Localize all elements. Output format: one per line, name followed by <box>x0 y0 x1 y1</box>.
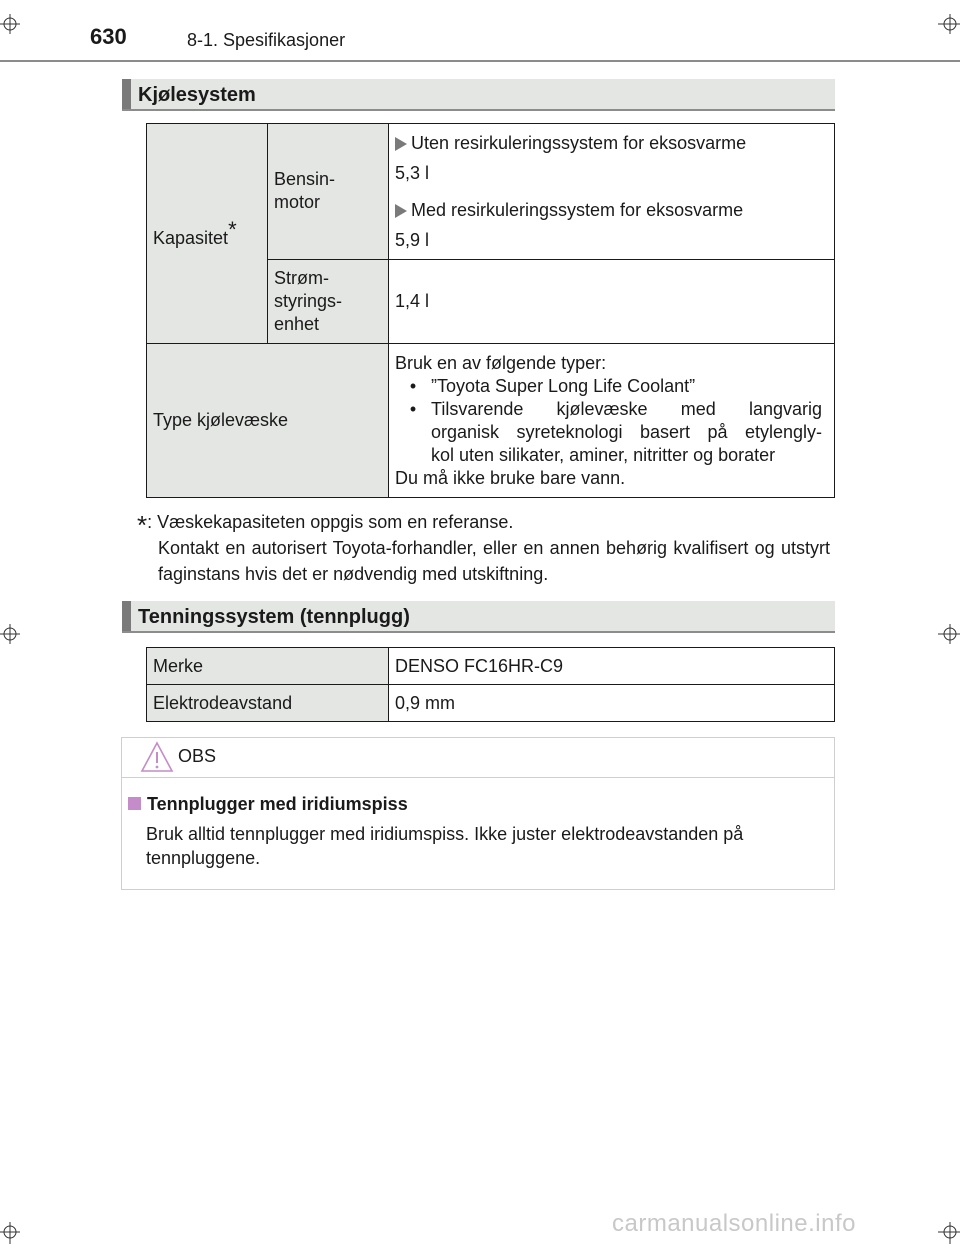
table-row <box>147 648 835 685</box>
engine-values-cell <box>389 124 835 260</box>
coolant-label: Type kjølevæske <box>147 344 389 498</box>
notice-item-title <box>128 794 408 815</box>
engine-value-1: 5,3 l <box>395 163 430 183</box>
coolant-bullet-1 <box>395 375 822 398</box>
crop-mark-bottom-left <box>0 1220 24 1244</box>
cooling-section-title: Kjølesystem <box>138 84 256 106</box>
coolant-bullet-2-line-1: Tilsvarende kjølevæske med langvarig <box>431 398 822 419</box>
notice-header <box>122 738 834 778</box>
coolant-desc-cell <box>389 344 835 498</box>
capacity-label: Kapasitet <box>153 227 229 248</box>
section-heading: 8-1. Spesifikasjoner <box>187 30 346 50</box>
notice-heading: OBS <box>178 746 217 766</box>
pcu-value: 1,4 l <box>389 260 835 344</box>
engine-label: Bensin- motor <box>268 124 389 260</box>
bullet-dot: • <box>409 375 417 396</box>
page-number: 630 <box>90 24 127 49</box>
coolant-intro: Bruk en av følgende typer: <box>395 352 607 373</box>
header-rule <box>0 60 960 62</box>
notice-item-title-text: Tennplugger med iridiumspiss <box>147 794 408 814</box>
capacity-mark: * <box>228 216 237 242</box>
spark-plug-brand-label: Merke <box>147 648 389 685</box>
coolant-note: Du må ikke bruke bare vann. <box>395 467 626 488</box>
table-row <box>147 685 835 722</box>
crop-mark-mid-right <box>934 622 960 646</box>
engine-option-2-text: Med resirkuleringssystem for eksosvarme <box>411 200 744 220</box>
crop-mark-top-right <box>934 12 960 36</box>
electrode-gap-label: Elektrodeavstand <box>147 685 389 722</box>
triangle-bullet-icon <box>395 137 407 151</box>
pcu-label: Strøm- styrings- enhet <box>268 260 389 344</box>
footnote-mark: * <box>137 510 148 540</box>
notice-box <box>121 737 835 890</box>
engine-option-2 <box>395 199 828 222</box>
coolant-bullet-2-line-3: kol uten silikater, aminer, nitritter og borater <box>431 444 776 465</box>
notice-item-text: Bruk alltid tennplugger med iridiumspiss. Ikke juster elektrodeavstanden på tennpluggene. <box>146 824 744 868</box>
cooling-section-bar <box>122 79 835 111</box>
square-bullet-icon <box>128 797 141 810</box>
crop-mark-mid-left <box>0 622 24 646</box>
engine-option-1-text: Uten resirkuleringssystem for eksosvarme <box>411 133 747 153</box>
warning-triangle-icon <box>140 741 174 773</box>
coolant-bullet-1-text: ”Toyota Super Long Life Coolant” <box>431 375 696 396</box>
cooling-table <box>146 123 835 498</box>
spark-plug-brand-value: DENSO FC16HR-C9 <box>389 648 835 685</box>
footnote-line-1: : Væskekapasiteten oppgis som en referanse. <box>147 512 514 532</box>
capacity-label-cell <box>147 124 268 344</box>
ignition-table <box>146 647 835 722</box>
crop-mark-top-left <box>0 12 24 36</box>
capacity-footnote <box>137 506 830 587</box>
footnote-line-2: Kontakt en autorisert Toyota-forhandler, eller en annen behørig kvalifisert og utstyrt faginstans hvis det er nødvendig med utskiftning. <box>158 538 830 584</box>
coolant-bullet-2-text <box>431 398 822 467</box>
coolant-bullet-2 <box>395 398 822 467</box>
engine-option-1 <box>395 132 828 155</box>
engine-value-2: 5,9 l <box>395 230 430 250</box>
ignition-section-title: Tenningssystem (tennplugg) <box>138 606 410 628</box>
triangle-bullet-icon <box>395 204 407 218</box>
ignition-section-bar <box>122 601 835 633</box>
coolant-bullet-2-line-2: organisk syreteknologi basert på etylengly- <box>431 421 822 442</box>
electrode-gap-value: 0,9 mm <box>389 685 835 722</box>
crop-mark-bottom-right <box>934 1220 960 1244</box>
watermark: carmanualsonline.info <box>612 1210 856 1237</box>
bullet-dot: • <box>409 398 417 419</box>
